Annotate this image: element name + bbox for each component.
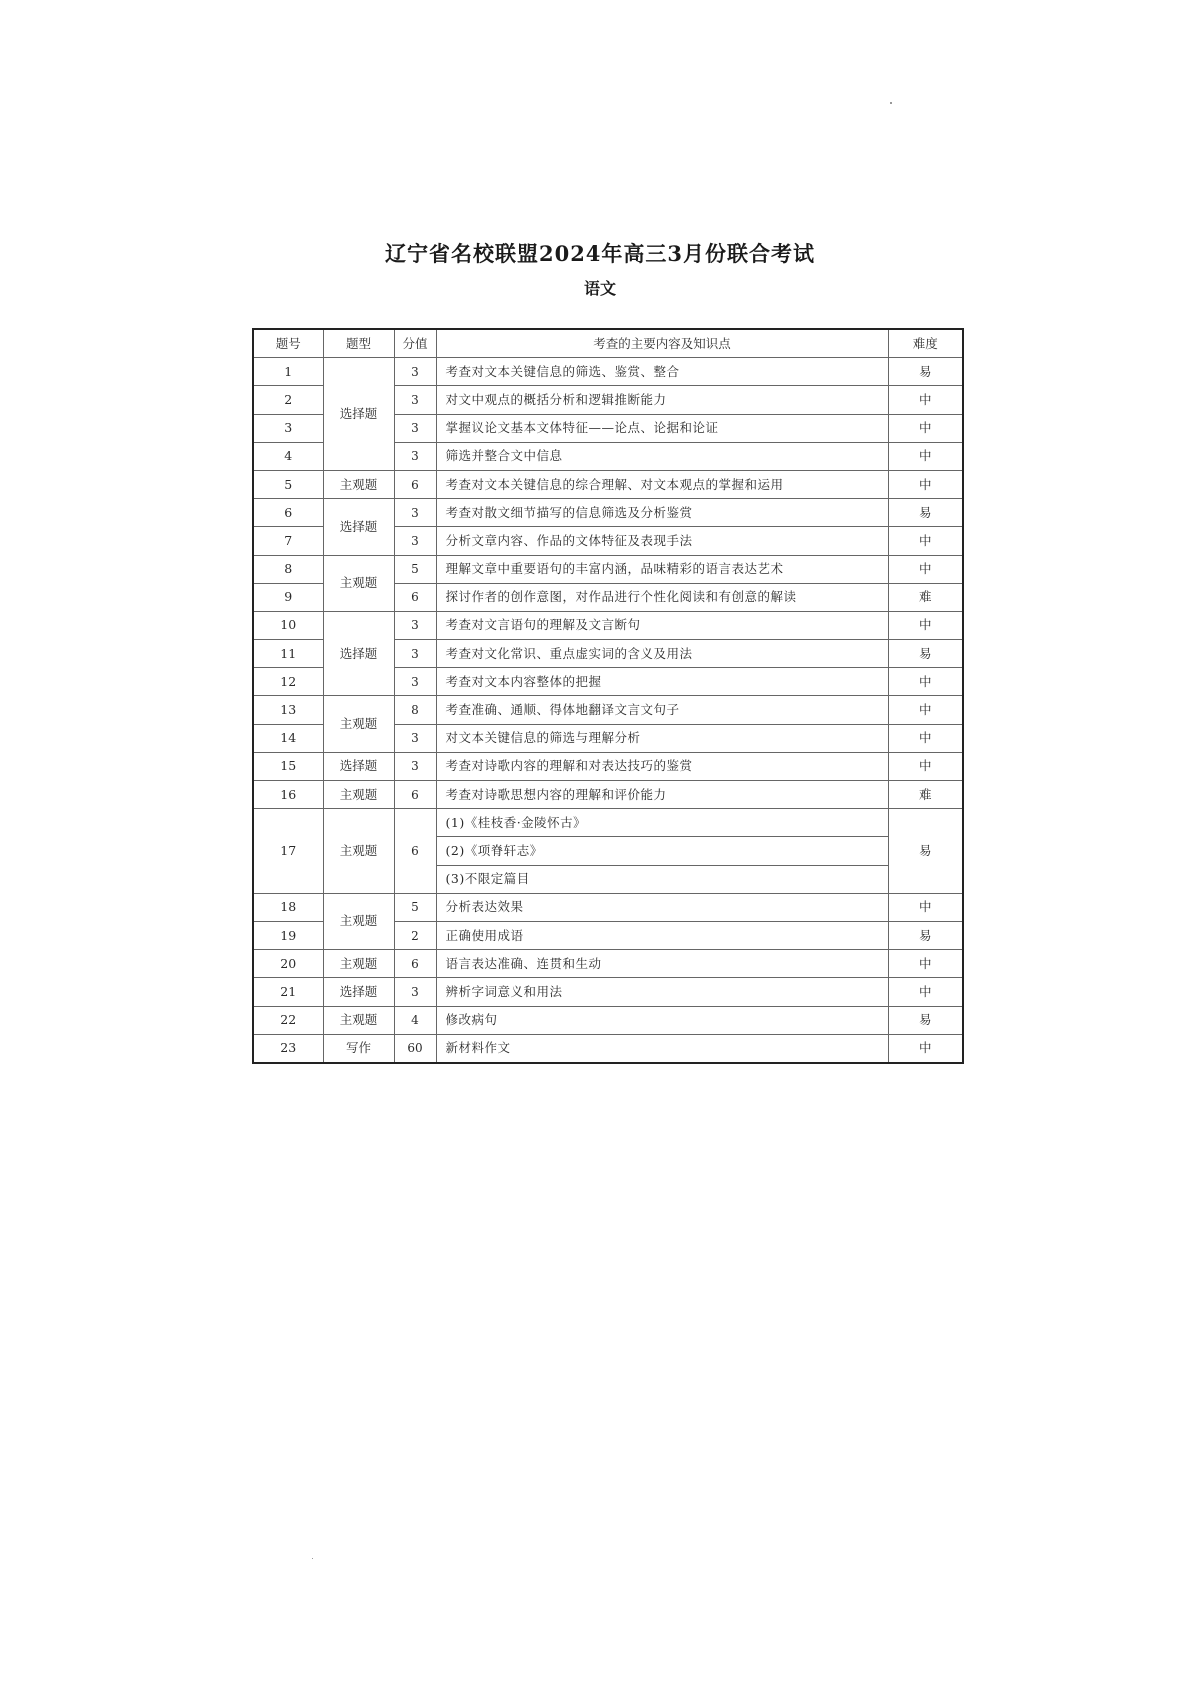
exam-analysis-table <box>252 328 964 1064</box>
content: 对文中观点的概括分析和逻辑推断能力 <box>436 386 888 414</box>
difficulty: 中 <box>888 611 963 639</box>
table-row <box>253 809 963 837</box>
score: 60 <box>394 1034 436 1063</box>
score: 3 <box>394 414 436 442</box>
score: 3 <box>394 442 436 470</box>
question-type: 主观题 <box>323 809 394 894</box>
question-no: 16 <box>253 781 323 809</box>
question-type: 主观题 <box>323 470 394 498</box>
difficulty: 中 <box>888 386 963 414</box>
difficulty: 中 <box>888 893 963 921</box>
table-row <box>253 1006 963 1034</box>
score: 6 <box>394 809 436 894</box>
question-no: 11 <box>253 640 323 668</box>
difficulty: 易 <box>888 1006 963 1034</box>
content: (3)不限定篇目 <box>436 865 888 893</box>
question-no: 23 <box>253 1034 323 1063</box>
content: 考查对诗歌思想内容的理解和评价能力 <box>436 781 888 809</box>
question-type: 主观题 <box>323 696 394 752</box>
score: 2 <box>394 921 436 949</box>
header-question-no: 题号 <box>253 329 323 358</box>
difficulty: 中 <box>888 668 963 696</box>
table-row <box>253 978 963 1006</box>
content: 语言表达准确、连贯和生动 <box>436 950 888 978</box>
content: 修改病句 <box>436 1006 888 1034</box>
difficulty: 中 <box>888 950 963 978</box>
score: 3 <box>394 668 436 696</box>
score: 3 <box>394 611 436 639</box>
page-title: 辽宁省名校联盟2024年高三3月份联合考试 <box>384 241 816 266</box>
score: 6 <box>394 781 436 809</box>
question-type: 选择题 <box>323 611 394 696</box>
question-type: 写作 <box>323 1034 394 1063</box>
question-no: 15 <box>253 752 323 780</box>
score: 3 <box>394 752 436 780</box>
content: 对文本关键信息的筛选与理解分析 <box>436 724 888 752</box>
question-type: 选择题 <box>323 978 394 1006</box>
content: (1)《桂枝香·金陵怀古》 <box>436 809 888 837</box>
question-no: 21 <box>253 978 323 1006</box>
content: (2)《项脊轩志》 <box>436 837 888 865</box>
difficulty: 中 <box>888 555 963 583</box>
difficulty: 易 <box>888 499 963 527</box>
question-no: 17 <box>253 809 323 894</box>
question-type: 选择题 <box>323 499 394 555</box>
content: 理解文章中重要语句的丰富内涵，品味精彩的语言表达艺术 <box>436 555 888 583</box>
question-no: 5 <box>253 470 323 498</box>
content: 考查对文言语句的理解及文言断句 <box>436 611 888 639</box>
difficulty: 中 <box>888 978 963 1006</box>
score: 3 <box>394 640 436 668</box>
question-no: 18 <box>253 893 323 921</box>
difficulty: 中 <box>888 442 963 470</box>
table-row <box>253 781 963 809</box>
content: 筛选并整合文中信息 <box>436 442 888 470</box>
scan-speck <box>312 1558 313 1559</box>
content: 考查对散文细节描写的信息筛选及分析鉴赏 <box>436 499 888 527</box>
content: 考查对文本关键信息的筛选、鉴赏、整合 <box>436 358 888 386</box>
score: 5 <box>394 555 436 583</box>
content: 考查对文化常识、重点虚实词的含义及用法 <box>436 640 888 668</box>
score: 4 <box>394 1006 436 1034</box>
question-no: 4 <box>253 442 323 470</box>
question-no: 10 <box>253 611 323 639</box>
difficulty: 中 <box>888 527 963 555</box>
content: 探讨作者的创作意图，对作品进行个性化阅读和有创意的解读 <box>436 583 888 611</box>
header-difficulty: 难度 <box>888 329 963 358</box>
page-subtitle: 语文 <box>583 279 616 298</box>
question-no: 1 <box>253 358 323 386</box>
question-no: 19 <box>253 921 323 949</box>
difficulty: 中 <box>888 414 963 442</box>
score: 3 <box>394 978 436 1006</box>
question-no: 8 <box>253 555 323 583</box>
content: 新材料作文 <box>436 1034 888 1063</box>
score: 3 <box>394 527 436 555</box>
question-type: 选择题 <box>323 752 394 780</box>
table-row <box>253 358 963 386</box>
score: 3 <box>394 386 436 414</box>
question-no: 6 <box>253 499 323 527</box>
score: 6 <box>394 950 436 978</box>
content: 分析表达效果 <box>436 893 888 921</box>
difficulty: 中 <box>888 696 963 724</box>
difficulty: 难 <box>888 781 963 809</box>
difficulty: 中 <box>888 470 963 498</box>
difficulty: 中 <box>888 1034 963 1063</box>
table-row <box>253 499 963 527</box>
header-score: 分值 <box>394 329 436 358</box>
table-row <box>253 1034 963 1063</box>
score: 5 <box>394 893 436 921</box>
content: 分析文章内容、作品的文体特征及表现手法 <box>436 527 888 555</box>
score: 3 <box>394 499 436 527</box>
question-no: 7 <box>253 527 323 555</box>
content: 辨析字词意义和用法 <box>436 978 888 1006</box>
difficulty: 易 <box>888 640 963 668</box>
question-no: 9 <box>253 583 323 611</box>
question-no: 22 <box>253 1006 323 1034</box>
table-row <box>253 470 963 498</box>
question-type: 主观题 <box>323 893 394 949</box>
scan-speck <box>890 102 892 104</box>
content: 考查对诗歌内容的理解和对表达技巧的鉴赏 <box>436 752 888 780</box>
question-no: 12 <box>253 668 323 696</box>
question-no: 20 <box>253 950 323 978</box>
question-type: 主观题 <box>323 950 394 978</box>
question-type: 选择题 <box>323 358 394 471</box>
table-row <box>253 950 963 978</box>
score: 3 <box>394 724 436 752</box>
difficulty: 中 <box>888 752 963 780</box>
table-row <box>253 696 963 724</box>
score: 6 <box>394 583 436 611</box>
content: 正确使用成语 <box>436 921 888 949</box>
table-row <box>253 893 963 921</box>
difficulty: 易 <box>888 809 963 894</box>
header-content: 考查的主要内容及知识点 <box>436 329 888 358</box>
difficulty: 难 <box>888 583 963 611</box>
table-row <box>253 752 963 780</box>
difficulty: 易 <box>888 358 963 386</box>
question-no: 14 <box>253 724 323 752</box>
table-row <box>253 555 963 583</box>
difficulty: 易 <box>888 921 963 949</box>
question-type: 主观题 <box>323 1006 394 1034</box>
table-row <box>253 611 963 639</box>
question-type: 主观题 <box>323 781 394 809</box>
content: 考查对文本关键信息的综合理解、对文本观点的掌握和运用 <box>436 470 888 498</box>
table-header-row <box>253 329 963 358</box>
header-question-type: 题型 <box>323 329 394 358</box>
question-type: 主观题 <box>323 555 394 611</box>
question-no: 2 <box>253 386 323 414</box>
content: 考查对文本内容整体的把握 <box>436 668 888 696</box>
difficulty: 中 <box>888 724 963 752</box>
score: 3 <box>394 358 436 386</box>
content: 考查准确、通顺、得体地翻译文言文句子 <box>436 696 888 724</box>
question-no: 13 <box>253 696 323 724</box>
content: 掌握议论文基本文体特征——论点、论据和论证 <box>436 414 888 442</box>
score: 6 <box>394 470 436 498</box>
question-no: 3 <box>253 414 323 442</box>
score: 8 <box>394 696 436 724</box>
